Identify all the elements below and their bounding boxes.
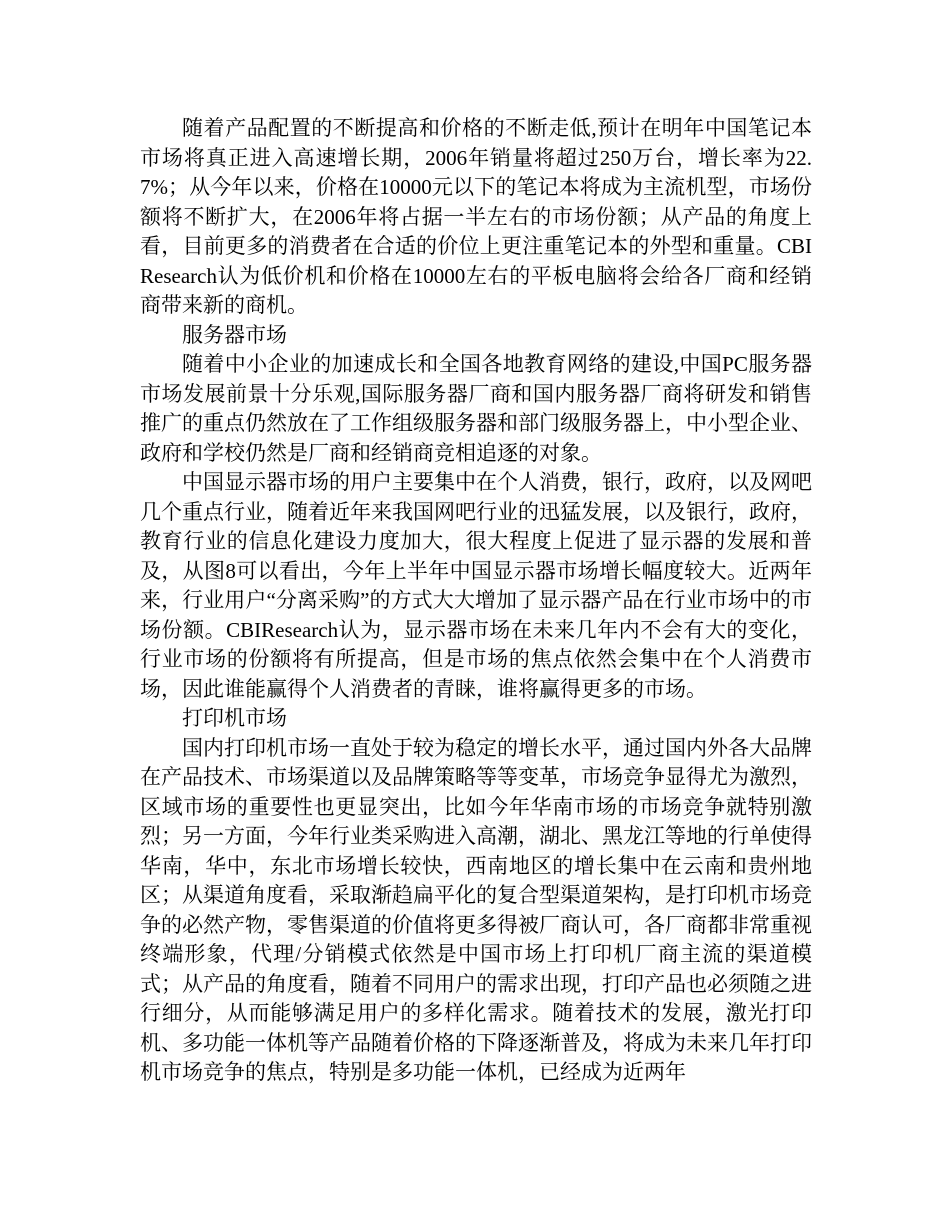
paragraph-monitor-market: 中国显示器市场的用户主要集中在个人消费，银行，政府，以及网吧几个重点行业，随着近年来我国网吧行业的迅猛发展，以及银行，政府，教育行业的信息化建设力度加大，很大程度上促进了显示器的发展和普及，从图8可以看出，今年上半年中国显示器市场增长幅度较大。近两年来，行业用户“分离采购”的方式大大增加了显示器产品在行业市场中的市场份额。CBIResearch认为，显示器市场在未来几年内不会有大的变化，行业市场的份额将有所提高，但是市场的焦点依然会集中在个人消费市场，因此谁能赢得个人消费者的青睐，谁将赢得更多的市场。 [140, 470, 812, 701]
paragraph-notebook-market: 随着产品配置的不断提高和价格的不断走低,预计在明年中国笔记本市场将真正进入高速增长期，2006年销量将超过250万台，增长率为22.7%；从今年以来，价格在10000元以下的笔记本将成为主流机型，市场份额将不断扩大，在2006年将占据一半左右的市场份额；从产品的角度上看，目前更多的消费者在合适的价位上更注重笔记本的外型和重量。CBIResearch认为低价机和价格在10000左右的平板电脑将会给各厂商和经销商带来新的商机。 [140, 116, 812, 317]
heading-printer-market: 打印机市场 [182, 706, 287, 730]
paragraph-server-market: 随着中小企业的加速成长和全国各地教育网络的建设,中国PC服务器市场发展前景十分乐观,国际服务器厂商和国内服务器厂商将研发和销售推广的重点仍然放在了工作组级服务器和部门级服务器上，中小型企业、政府和学校仍然是厂商和经销商竞相追逐的对象。 [140, 352, 812, 465]
document-page [140, 114, 812, 1088]
heading-server-market: 服务器市场 [182, 322, 287, 347]
paragraph-printer-market: 国内打印机市场一直处于较为稳定的增长水平，通过国内外各大品牌在产品技术、市场渠道以及品牌策略等等变革，市场竞争显得尤为激烈，区域市场的重要性也更显突出，比如今年华南市场的市场竞争就特别激烈；另一方面，今年行业类采购进入高潮，湖北、黑龙江等地的行单使得华南，华中，东北市场增长较快，西南地区的增长集中在云南和贵州地区；从渠道角度看，采取渐趋扁平化的复合型渠道架构，是打印机市场竞争的必然产物，零售渠道的价值将更多得被厂商认可，各厂商都非常重视终端形象，代理/分销模式依然是中国市场上打印机厂商主流的渠道模式；从产品的角度看，随着不同用户的需求出现，打印产品也必须随之进行细分，从而能够满足用户的多样化需求。随着技术的发展，激光打印机、多功能一体机等产品随着价格的下降逐渐普及，将成为未来几年打印机市场竞争的焦点，特别是多功能一体机，已经成为近两年 [140, 735, 812, 1084]
